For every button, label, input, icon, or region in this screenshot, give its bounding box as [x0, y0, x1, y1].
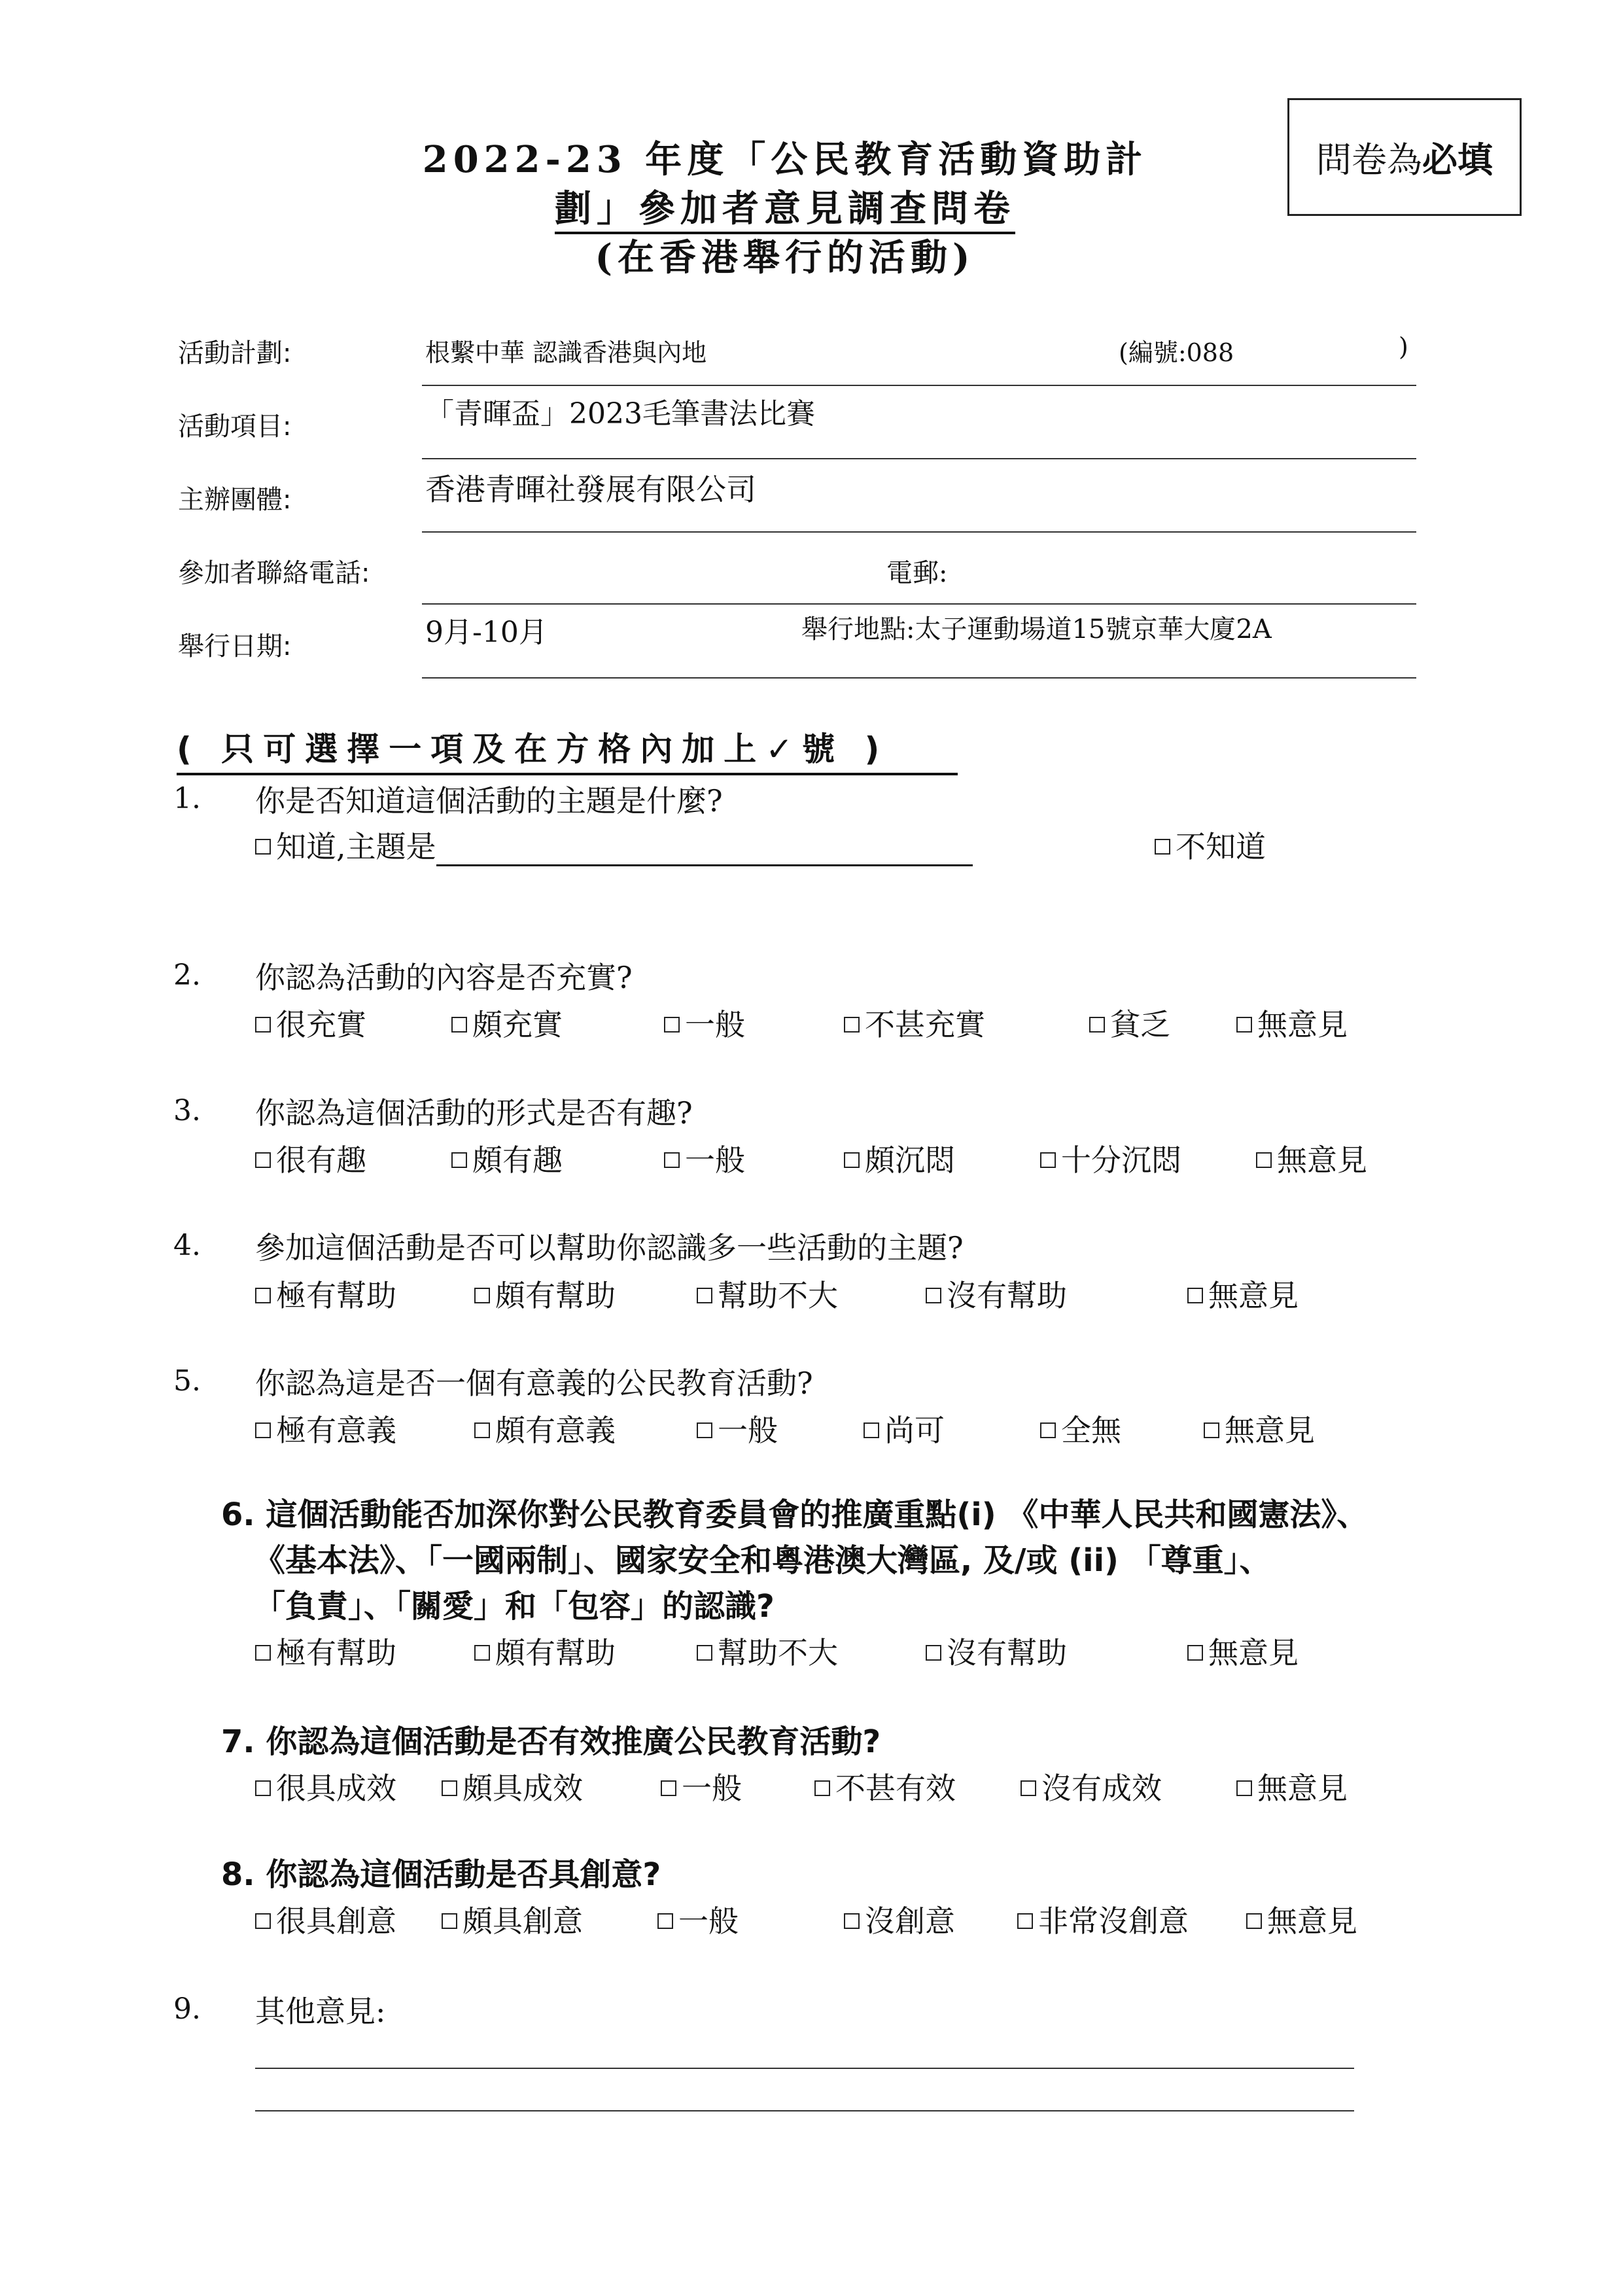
q6-option-3[interactable] — [697, 1629, 838, 1672]
option-label: 很充實 — [276, 1007, 366, 1042]
organizer-line — [422, 531, 1416, 533]
q8-option-6[interactable] — [1246, 1898, 1357, 1941]
item-line — [422, 458, 1416, 459]
q8-option-1[interactable] — [255, 1898, 396, 1941]
q6-option-2[interactable] — [474, 1629, 616, 1672]
option-label: 知道,主題是 — [276, 829, 436, 864]
option-label: 非常沒創意 — [1038, 1903, 1189, 1939]
contact-line[interactable] — [422, 603, 1416, 605]
checkbox[interactable] — [844, 1017, 860, 1033]
q8-option-4[interactable] — [844, 1898, 955, 1941]
q7-option-5[interactable] — [1021, 1765, 1162, 1808]
q5-number: 5. — [173, 1364, 201, 1398]
item-value: 「青暉盃」2023毛筆書法比賽 — [425, 397, 815, 431]
option-label: 無意見 — [1267, 1903, 1357, 1939]
checkbox[interactable] — [664, 1152, 680, 1168]
phone-label: 參加者聯絡電話: — [178, 558, 370, 588]
option-label: 貧乏 — [1110, 1007, 1170, 1042]
q8-option-3[interactable] — [657, 1898, 739, 1941]
date-value: 9月-10月 — [425, 616, 548, 649]
theme-blank[interactable] — [436, 834, 973, 866]
item-label: 活動項目: — [178, 412, 292, 442]
badge-emphasis: 必填 — [1422, 139, 1493, 181]
q5-option-1[interactable] — [255, 1407, 396, 1450]
option-label: 無意見 — [1225, 1413, 1315, 1448]
email-label: 電郵: — [886, 558, 948, 588]
q1-option-1[interactable] — [255, 823, 973, 866]
q7-option-4[interactable] — [814, 1765, 956, 1808]
organizer-value: 香港青暉社發展有限公司 — [425, 472, 756, 507]
option-label: 十分沉悶 — [1061, 1142, 1181, 1178]
q7-option-2[interactable] — [442, 1765, 583, 1808]
q8-option-2[interactable] — [442, 1898, 583, 1941]
option-label: 不甚有效 — [835, 1771, 956, 1806]
title-line-1: 2022-23 年度「公民教育活動資助計 — [422, 138, 1148, 181]
checkbox[interactable] — [442, 1780, 457, 1796]
checkbox[interactable] — [1256, 1152, 1272, 1168]
option-label: 一般 — [685, 1142, 745, 1178]
option-label: 幫助不大 — [718, 1278, 838, 1313]
checkbox[interactable] — [1204, 1422, 1219, 1438]
checkbox[interactable] — [814, 1780, 830, 1796]
checkbox[interactable] — [1089, 1017, 1105, 1033]
q2-number: 2. — [173, 959, 201, 992]
checkbox[interactable] — [1155, 839, 1170, 855]
q2-option-4[interactable] — [844, 1001, 985, 1044]
option-label: 頗有趣 — [472, 1142, 563, 1178]
q3-text: 你認為這個活動的形式是否有趣? — [255, 1095, 693, 1131]
option-label: 無意見 — [1277, 1142, 1367, 1178]
option-label: 一般 — [685, 1007, 745, 1042]
checkbox[interactable] — [255, 1422, 271, 1438]
checkbox[interactable] — [255, 1780, 271, 1796]
title-line-2-text: 劃」參加者意見調查問卷 — [555, 187, 1015, 234]
q3-option-6[interactable] — [1256, 1137, 1367, 1180]
checkbox[interactable] — [864, 1422, 879, 1438]
checkbox[interactable] — [255, 1152, 271, 1168]
q5-option-5[interactable] — [1040, 1407, 1121, 1450]
checkbox[interactable] — [1187, 1645, 1203, 1661]
q6-line-2: 《基本法》、「一國兩制」、國家安全和粵港澳大灣區, 及/或 (ii) 「尊重」、 — [254, 1542, 1271, 1579]
checkbox[interactable] — [1246, 1913, 1262, 1929]
checkbox[interactable] — [255, 1288, 271, 1303]
program-value: 根繫中華 認識香港與內地 — [425, 338, 707, 367]
q4-option-5[interactable] — [1187, 1272, 1299, 1315]
venue-label: 舉行地點:太子運動場道15號京華大廈2A — [801, 614, 1272, 645]
checkbox[interactable] — [451, 1152, 467, 1168]
option-label: 很具成效 — [276, 1771, 396, 1806]
q3-option-3[interactable] — [664, 1137, 745, 1180]
option-label: 頗有幫助 — [495, 1635, 616, 1670]
comment-line-1[interactable] — [255, 2068, 1354, 2069]
option-label: 頗具成效 — [462, 1771, 583, 1806]
option-label: 頗有幫助 — [495, 1278, 616, 1313]
q2-text: 你認為活動的內容是否充實? — [255, 960, 633, 995]
checkbox[interactable] — [1236, 1017, 1252, 1033]
checkbox[interactable] — [661, 1780, 676, 1796]
q1-option-2[interactable] — [1155, 823, 1266, 866]
q2-option-2[interactable] — [451, 1001, 563, 1044]
q4-option-2[interactable] — [474, 1272, 616, 1315]
q3-option-5[interactable] — [1040, 1137, 1181, 1180]
q7-option-6[interactable] — [1236, 1765, 1348, 1808]
option-label: 幫助不大 — [718, 1635, 838, 1670]
option-label: 極有幫助 — [276, 1635, 396, 1670]
q3-option-1[interactable] — [255, 1137, 366, 1180]
q4-text: 參加這個活動是否可以幫助你認識多一些活動的主題? — [255, 1230, 964, 1265]
code-label: (編號:088 — [1119, 338, 1234, 367]
q8-option-5[interactable] — [1017, 1898, 1189, 1941]
q5-text: 你認為這是否一個有意義的公民教育活動? — [255, 1366, 813, 1401]
checkbox[interactable] — [1187, 1288, 1203, 1303]
option-label: 極有意義 — [276, 1413, 396, 1448]
q3-number: 3. — [173, 1094, 201, 1127]
checkbox[interactable] — [255, 1017, 271, 1033]
option-label: 很具創意 — [276, 1903, 396, 1939]
checkbox[interactable] — [474, 1645, 490, 1661]
option-label: 一般 — [678, 1903, 739, 1939]
option-label: 一般 — [682, 1771, 742, 1806]
option-label: 無意見 — [1257, 1007, 1348, 1042]
q6-option-1[interactable] — [255, 1629, 396, 1672]
checkbox[interactable] — [697, 1422, 712, 1438]
checkbox[interactable] — [255, 839, 271, 855]
checkbox[interactable] — [697, 1288, 712, 1303]
option-label: 沒有幫助 — [947, 1635, 1067, 1670]
option-label: 沒有成效 — [1041, 1771, 1162, 1806]
checkbox[interactable] — [1021, 1780, 1036, 1796]
q4-number: 4. — [173, 1229, 201, 1262]
q6-option-4[interactable] — [926, 1629, 1067, 1672]
organizer-label: 主辦團體: — [178, 485, 292, 515]
q5-option-3[interactable] — [697, 1407, 778, 1450]
q4-option-1[interactable] — [255, 1272, 396, 1315]
title-line-3: (在香港舉行的活動) — [595, 236, 975, 279]
q4-option-3[interactable] — [697, 1272, 838, 1315]
title-line-2 — [393, 180, 1178, 232]
q8-text: 8. 你認為這個活動是否具創意? — [221, 1856, 661, 1893]
comment-line-2[interactable] — [255, 2110, 1354, 2111]
program-line — [422, 385, 1416, 386]
date-label: 舉行日期: — [178, 631, 292, 662]
option-label: 一般 — [718, 1413, 778, 1448]
mandatory-badge — [1287, 98, 1522, 216]
badge-prefix: 問卷為 — [1316, 139, 1422, 181]
q7-option-1[interactable] — [255, 1765, 396, 1808]
q9-text: 其他意見: — [255, 1994, 386, 2029]
option-label: 頗有意義 — [495, 1413, 616, 1448]
q2-option-3[interactable] — [664, 1001, 745, 1044]
program-label: 活動計劃: — [178, 338, 292, 368]
checkbox[interactable] — [926, 1645, 941, 1661]
q7-option-3[interactable] — [661, 1765, 742, 1808]
checkbox[interactable] — [657, 1913, 673, 1929]
checkbox[interactable] — [1017, 1913, 1033, 1929]
q3-option-2[interactable] — [451, 1137, 563, 1180]
q3-option-4[interactable] — [844, 1137, 955, 1180]
checkbox[interactable] — [697, 1645, 712, 1661]
option-label: 無意見 — [1257, 1771, 1348, 1806]
checkbox[interactable] — [474, 1288, 490, 1303]
q6-option-5[interactable] — [1187, 1629, 1299, 1672]
checkbox[interactable] — [926, 1288, 941, 1303]
option-label: 不知道 — [1176, 829, 1266, 864]
checkbox[interactable] — [1040, 1422, 1056, 1438]
option-label: 無意見 — [1208, 1635, 1299, 1670]
option-label: 無意見 — [1208, 1278, 1299, 1313]
code-close: ) — [1399, 332, 1408, 361]
option-label: 尚可 — [884, 1413, 945, 1448]
q6-line-3: 「負責」、「關愛」和「包容」的認識? — [254, 1588, 775, 1625]
option-label: 頗充實 — [472, 1007, 563, 1042]
q6-line-1: 6. 這個活動能否加深你對公民教育委員會的推廣重點(i) 《中華人民共和國憲法》、 — [221, 1496, 1369, 1533]
q2-option-1[interactable] — [255, 1001, 366, 1044]
instruction: ( 只可選擇一項及在方格內加上✓號 ) — [177, 723, 958, 775]
checkbox[interactable] — [664, 1017, 680, 1033]
option-label: 全無 — [1061, 1413, 1121, 1448]
checkbox[interactable] — [451, 1017, 467, 1033]
q2-option-6[interactable] — [1236, 1001, 1348, 1044]
checkbox[interactable] — [442, 1913, 457, 1929]
checkbox[interactable] — [255, 1645, 271, 1661]
checkbox[interactable] — [1236, 1780, 1252, 1796]
q5-option-6[interactable] — [1204, 1407, 1315, 1450]
q5-option-4[interactable] — [864, 1407, 945, 1450]
option-label: 沒創意 — [865, 1903, 955, 1939]
option-label: 頗具創意 — [462, 1903, 583, 1939]
option-label: 頗沉悶 — [865, 1142, 955, 1178]
checkbox[interactable] — [474, 1422, 490, 1438]
q6-text — [221, 1492, 1562, 1629]
option-label: 極有幫助 — [276, 1278, 396, 1313]
q9-number: 9. — [173, 1992, 201, 2026]
checkbox[interactable] — [255, 1913, 271, 1929]
q4-option-4[interactable] — [926, 1272, 1067, 1315]
checkbox[interactable] — [844, 1913, 860, 1929]
checkbox[interactable] — [844, 1152, 860, 1168]
q2-option-5[interactable] — [1089, 1001, 1170, 1044]
option-label: 不甚充實 — [865, 1007, 985, 1042]
q1-text: 你是否知道這個活動的主題是什麼? — [255, 783, 723, 819]
option-label: 很有趣 — [276, 1142, 366, 1178]
checkbox[interactable] — [1040, 1152, 1056, 1168]
date-line — [422, 677, 1416, 679]
option-label: 沒有幫助 — [947, 1278, 1067, 1313]
q1-number: 1. — [173, 782, 201, 815]
q7-text: 7. 你認為這個活動是否有效推廣公民教育活動? — [221, 1723, 881, 1760]
q5-option-2[interactable] — [474, 1407, 616, 1450]
